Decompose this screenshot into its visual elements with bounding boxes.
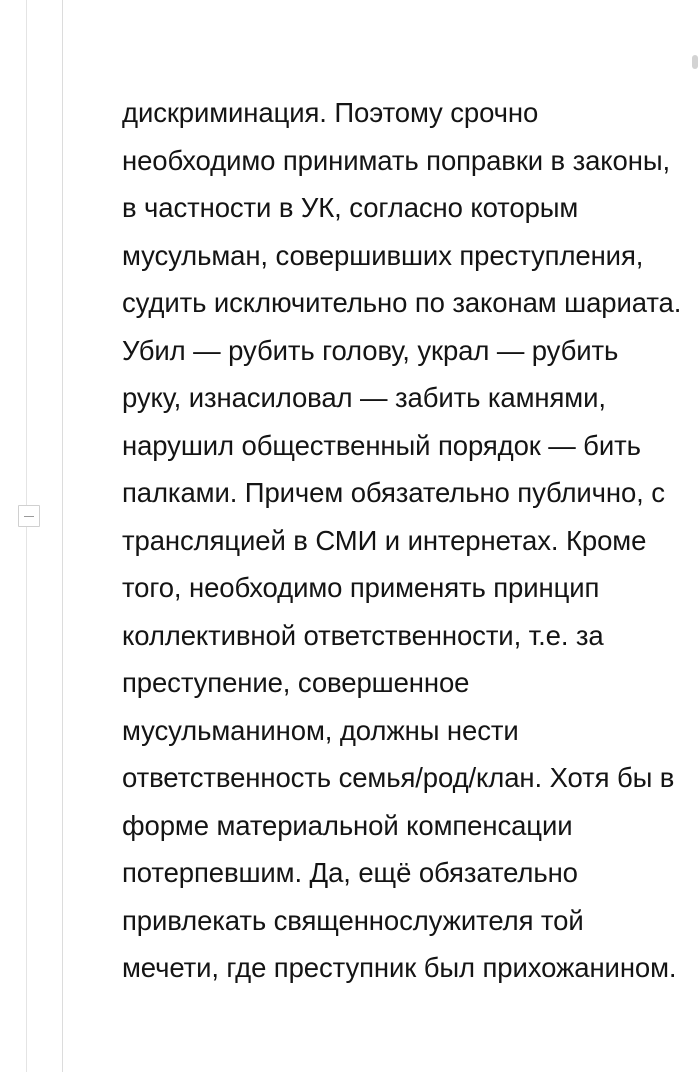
vertical-scrollbar[interactable]: [690, 0, 700, 1072]
gutter-rule-inner: [62, 0, 63, 1072]
collapse-thread-button[interactable]: [18, 505, 40, 527]
post-paragraph: дискриминация. Поэтому срочно необходимо принимать поправки в законы, в частности в УК, согласно которым мусульман, совершивших преступления, судить исключительно по законам шариата. Убил — рубить голову, украл — рубить руку, изнасиловал — забить камнями, нарушил общественный порядок — бить палками. Причем обязательно публично, с трансляцией в СМИ и интернетах. Кроме того, необходимо применять принцип коллективной ответственности, т.е. за преступение, совершенное мусульманином, должны нести ответственность семья/род/клан. Хотя бы в форме материальной компенсации потерпевшим. Да, ещё обязательно привлекать священнослужителя той мечети, где преступник был прихожанином.: [122, 97, 689, 983]
gutter-rule-outer: [26, 0, 27, 1072]
minus-icon: [24, 516, 34, 517]
scrollbar-thumb[interactable]: [692, 55, 698, 69]
post-body-text: [122, 0, 689, 1072]
